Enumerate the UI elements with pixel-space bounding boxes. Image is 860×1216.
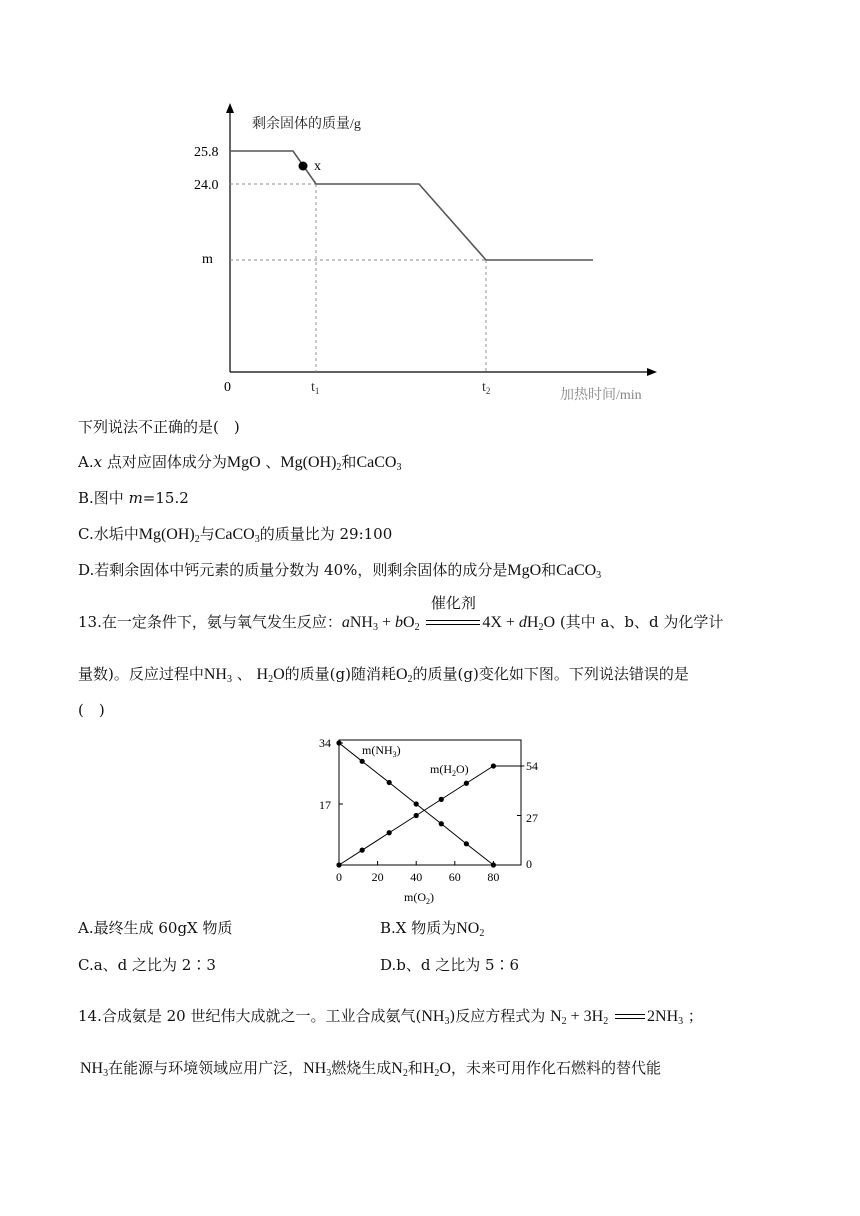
y-tick-label: 24.0 — [194, 178, 219, 193]
y-tick-label: m — [202, 252, 213, 267]
series-label-nh3: $m(NH_3)$ — [362, 743, 401, 759]
q14-line2: $NH_3$在能源与环境领域应用广泛，$NH_3$燃烧生成$N_2$和$H_2O$，未来可用作化石燃料的替代能 — [80, 1059, 661, 1079]
q12-option-a: A.x 点对应固体成分为MgO 、$Mg(OH)_2$和CaCO$_3$ — [78, 453, 402, 473]
q13-line2: 量数)。反应过程中$NH_3$ 、 $H_2O$的质量(g)随消耗$O_2$的质量(g)变化如下图。下列说法错误的是 — [78, 665, 689, 685]
x-axis-label: 加热时间/min — [560, 388, 642, 403]
data-point — [414, 801, 419, 806]
q13-option-d: D.b、d 之比为 5∶6 — [380, 956, 520, 974]
data-point — [439, 821, 444, 826]
plot-frame — [339, 740, 521, 865]
data-point — [387, 780, 392, 785]
x-tick-label: 40 — [410, 870, 423, 884]
series-group — [336, 740, 524, 867]
point-x-label: x — [314, 159, 321, 174]
series-label-h2o: $m(H_2O)$ — [430, 762, 469, 778]
x-tick-label: 80 — [487, 870, 500, 884]
q13-option-c: C.a、d 之比为 2∶3 — [78, 956, 216, 974]
left-y-tick-label: 17 — [319, 798, 331, 812]
x-tick-label-t1: $t_1$ — [311, 380, 320, 396]
mass-curve — [230, 151, 593, 260]
data-point — [336, 740, 341, 745]
data-point — [336, 862, 341, 867]
x-axis-label: $m(O_2)$ — [404, 890, 434, 906]
q12-option-b: B.图中 m=15.2 — [78, 489, 189, 507]
series-line — [339, 766, 524, 865]
x-tick-label: 20 — [371, 870, 384, 884]
data-point — [360, 759, 365, 764]
data-point — [360, 848, 365, 853]
right-y-tick-label: 27 — [526, 811, 538, 825]
x-tick-label: 60 — [448, 870, 461, 884]
y-tick-label: 25.8 — [194, 145, 219, 160]
equals-sign — [613, 1007, 647, 1027]
origin-label: 0 — [224, 380, 231, 395]
x-axis-arrow — [647, 368, 657, 376]
q13-option-b: B.X 物质为$NO_2$ — [380, 919, 485, 939]
data-point — [491, 763, 496, 768]
y-axis-arrow — [226, 103, 234, 113]
q13-paren: ( ) — [78, 701, 105, 719]
data-point — [464, 781, 469, 786]
data-point — [387, 830, 392, 835]
data-point — [491, 862, 496, 867]
q14-line1: 14.合成氨是 20 世纪伟大成就之一。工业合成氨气$(NH_3)$反应方程式为 $N_2 + 3H_2$ $2NH_3$ ； — [78, 1007, 703, 1027]
q13-option-a: A.最终生成 60gX 物质 — [78, 919, 233, 937]
x-tick-label: 0 — [336, 870, 342, 884]
q12-option-d: D.若剩余固体中钙元素的质量分数为 40%，则剩余固体的成分是MgO和CaCO$_3$ — [78, 561, 602, 581]
nh3-h2o-chart — [310, 728, 570, 908]
data-point — [439, 797, 444, 802]
q12-stem: 下列说法不正确的是( ) — [78, 418, 240, 436]
data-point — [464, 841, 469, 846]
mass-time-chart — [180, 100, 680, 405]
right-y-tick-label: 0 — [526, 857, 532, 871]
data-point — [414, 813, 419, 818]
point-x — [299, 162, 308, 171]
left-y-tick-label: 34 — [319, 736, 331, 750]
x-tick-label-t2: $t_2$ — [482, 380, 491, 396]
x-tick-labels — [336, 870, 499, 884]
guide-lines — [230, 184, 486, 372]
q12-option-c: C.水垢中$Mg(OH)_2$与CaCO$_3$的质量比为 29:100 — [78, 525, 393, 545]
y-axis-label: 剩余固体的质量/g — [252, 117, 361, 132]
right-y-tick-label: 54 — [526, 759, 538, 773]
reaction-condition: 催化剂 — [424, 613, 482, 633]
q13-intro: 13.在一定条件下，氨与氧气发生反应：$aNH_3 + bO_2$ 催化剂 $4X + dH_2O$ (其中 a、b、d 为化学计 — [78, 594, 724, 633]
